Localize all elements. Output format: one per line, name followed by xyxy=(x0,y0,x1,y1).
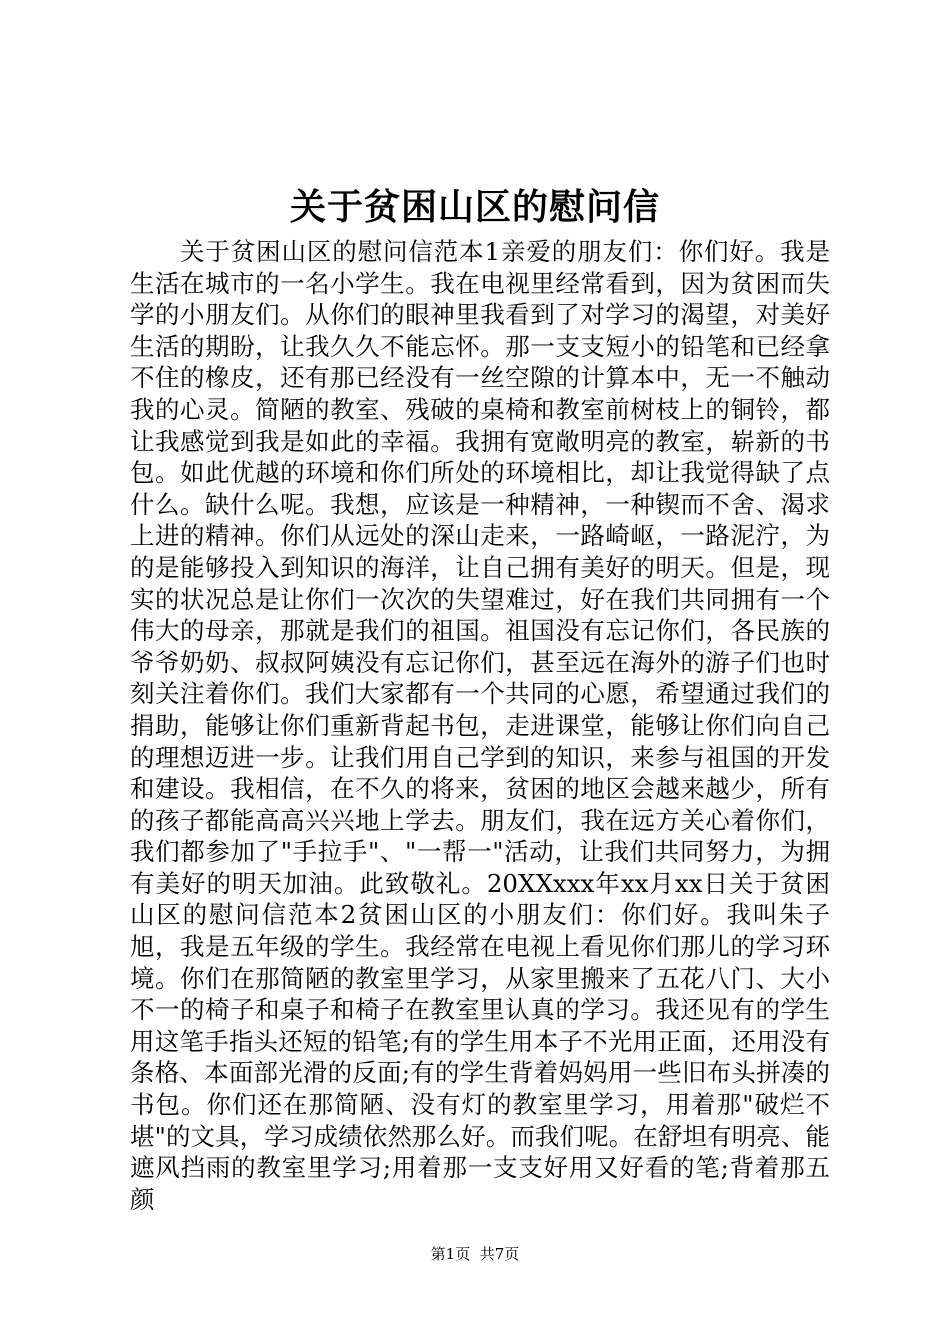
page-footer xyxy=(0,1244,950,1264)
document-title: 关于贫困山区的慰问信 xyxy=(289,186,660,228)
footer-spacer xyxy=(470,1245,480,1263)
page-total: 共7页 xyxy=(479,1245,520,1263)
document-body: 关于贫困山区的慰问信范本1亲爱的朋友们：你们好。我是生活在城市的一名小学生。我在电视里经常看到，因为贫困而失学的小朋友们。从你们的眼神里我看到了对学习的渴望，对美好生活的期盼，让我久久不能忘怀。那一支支短小的铅笔和已经拿不住的橡皮，还有那已经没有一丝空隙的计算本中，无一不触动我的心灵。简陋的教室、残破的桌椅和教室前树枝上的铜铃，都让我感觉到我是如此的幸福。我拥有宽敞明亮的教室，崭新的书包。如此优越的环境和你们所处的环境相比，却让我觉得缺了点什么。缺什么呢。我想，应该是一种精神，一种锲而不舍、渴求上进的精神。你们从远处的深山走来，一路崎岖，一路泥泞，为的是能够投入到知识的海洋，让自己拥有美好的明天。但是，现实的状况总是让你们一次次的失望难过，好在我们共同拥有一个伟大的母亲，那就是我们的祖国。祖国没有忘记你们，各民族的爷爷奶奶、叔叔阿姨没有忘记你们，甚至远在海外的游子们也时刻关注着你们。我们大家都有一个共同的心愿，希望通过我们的捐助，能够让你们重新背起书包，走进课堂，能够让你们向自己的理想迈进一步。让我们用自己学到的知识，来参与祖国的开发和建设。我相信，在不久的将来，贫困的地区会越来越少，所有的孩子都能高高兴兴地上学去。朋友们，我在远方关心着你们，我们都参加了"手拉手"、"一帮一"活动，让我们共同努力，为拥有美好的明天加油。此致敬礼。20XXxxx年xx月xx日关于贫困山区的慰问信范本2贫困山区的小朋友们：你们好。我叫朱子旭，我是五年级的学生。我经常在电视上看见你们那儿的学习环境。你们在那简陋的教室里学习，从家里搬来了五花八门、大小不一的椅子和桌子和椅子在教室里认真的学习。我还见有的学生用这笔手指头还短的铅笔;有的学生用本子不光用正面，还用没有条格、本面部光滑的反面;有的学生背着妈妈用一些旧布头拼凑的书包。你们还在那简陋、没有灯的教室里学习，用着那"破烂不堪"的文具，学习成绩依然那么好。而我们呢。在舒坦有明亮、能遮风挡雨的教室里学习;用着那一支支好用又好看的笔;背着那五颜 xyxy=(130,237,830,1214)
page-number: 第1页 xyxy=(430,1245,471,1263)
